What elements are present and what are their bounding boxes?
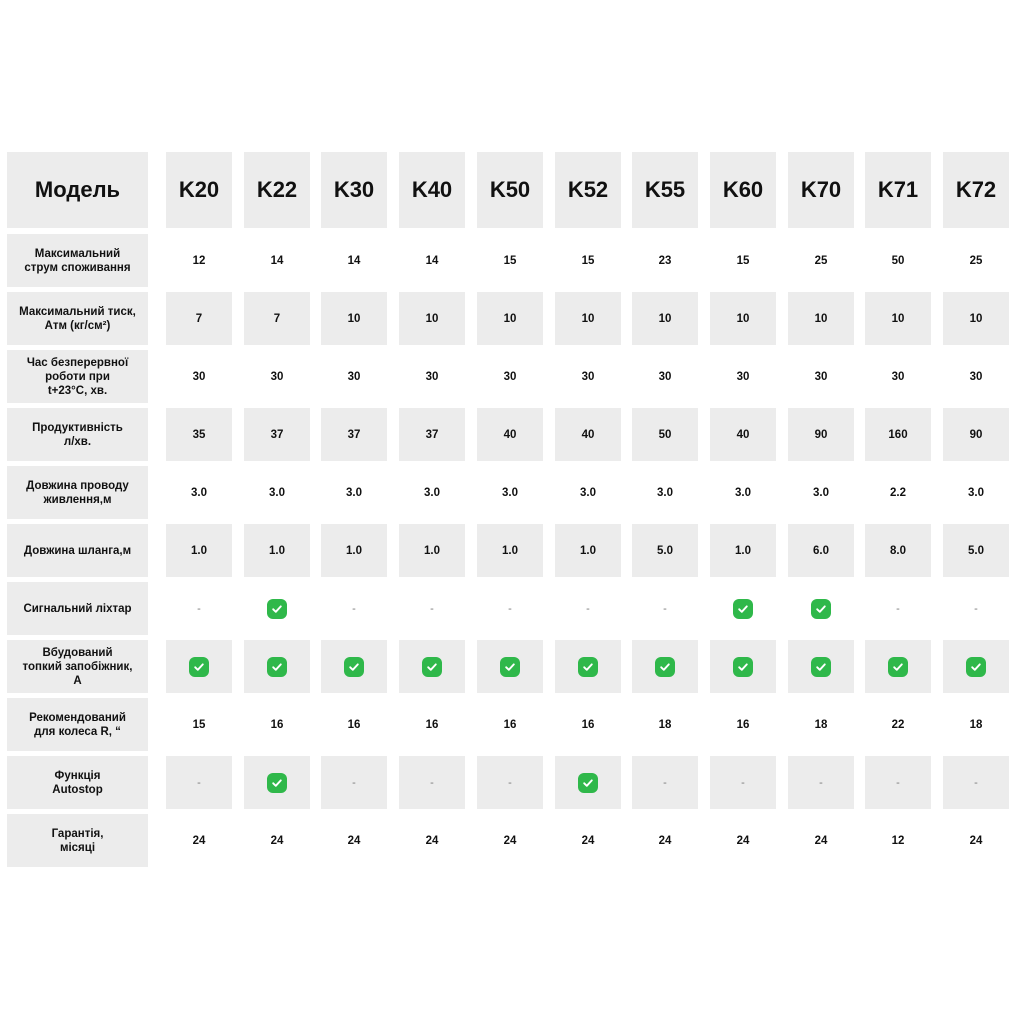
- cell-value: 24: [425, 834, 439, 847]
- value-cell: [943, 814, 1009, 867]
- value-cell: [244, 524, 310, 577]
- cell-value: 5.0: [968, 544, 984, 557]
- value-cell: [632, 408, 698, 461]
- value-cell: [244, 350, 310, 403]
- cell-value: 3.0: [813, 486, 829, 499]
- value-cell: [788, 582, 854, 635]
- value-cell: [788, 292, 854, 345]
- value-cell: [166, 756, 232, 809]
- model-name: K52: [567, 177, 609, 202]
- cell-value: 18: [814, 718, 828, 731]
- dash-value: -: [586, 602, 590, 615]
- dash-value: -: [974, 602, 978, 615]
- value-cell: [555, 350, 621, 403]
- value-cell: [244, 582, 310, 635]
- cell-value: 30: [347, 370, 361, 383]
- cell-value: 24: [814, 834, 828, 847]
- value-cell: [477, 524, 543, 577]
- value-cell: [710, 698, 776, 751]
- value-cell: [321, 234, 387, 287]
- value-cell: [632, 234, 698, 287]
- model-header-cell: [710, 152, 776, 228]
- check-icon: [811, 657, 831, 677]
- cell-value: 30: [503, 370, 517, 383]
- cell-value: 14: [347, 254, 361, 267]
- cell-value: 16: [425, 718, 439, 731]
- value-cell: [321, 582, 387, 635]
- cell-value: 40: [503, 428, 517, 441]
- check-icon: [344, 657, 364, 677]
- value-cell: [477, 408, 543, 461]
- value-cell: [788, 524, 854, 577]
- row-label: Максимальний струм споживання: [24, 247, 131, 274]
- value-cell: [865, 582, 931, 635]
- value-cell: [788, 466, 854, 519]
- cell-value: 1.0: [346, 544, 362, 557]
- cell-value: 37: [425, 428, 439, 441]
- value-cell: [321, 814, 387, 867]
- model-name: K71: [877, 177, 919, 202]
- value-cell: [865, 698, 931, 751]
- value-cell: [788, 756, 854, 809]
- value-cell: [166, 234, 232, 287]
- dash-value: -: [741, 776, 745, 789]
- value-cell: [477, 814, 543, 867]
- cell-value: 24: [581, 834, 595, 847]
- check-icon: [500, 657, 520, 677]
- header-label: Модель: [34, 177, 121, 202]
- check-icon: [733, 599, 753, 619]
- value-cell: [555, 814, 621, 867]
- value-cell: [710, 234, 776, 287]
- model-name: K72: [955, 177, 997, 202]
- value-cell: [244, 756, 310, 809]
- value-cell: [399, 640, 465, 693]
- check-icon: [733, 657, 753, 677]
- cell-value: 50: [891, 254, 905, 267]
- row-label: Довжина шланга,м: [23, 544, 132, 557]
- cell-value: 10: [425, 312, 439, 325]
- dash-value: -: [663, 776, 667, 789]
- value-cell: [244, 698, 310, 751]
- value-cell: [166, 814, 232, 867]
- cell-value: 25: [814, 254, 828, 267]
- cell-value: 30: [581, 370, 595, 383]
- value-cell: [865, 756, 931, 809]
- model-header-cell: [321, 152, 387, 228]
- check-icon: [189, 657, 209, 677]
- cell-value: 1.0: [191, 544, 207, 557]
- value-cell: [632, 698, 698, 751]
- value-cell: [244, 466, 310, 519]
- value-cell: [477, 698, 543, 751]
- value-cell: [399, 408, 465, 461]
- dash-value: -: [663, 602, 667, 615]
- check-icon: [578, 773, 598, 793]
- value-cell: [788, 640, 854, 693]
- value-cell: [788, 350, 854, 403]
- value-cell: [399, 234, 465, 287]
- cell-value: 30: [192, 370, 206, 383]
- cell-value: 10: [969, 312, 983, 325]
- cell-value: 30: [891, 370, 905, 383]
- value-cell: [943, 756, 1009, 809]
- check-icon: [655, 657, 675, 677]
- value-cell: [555, 408, 621, 461]
- cell-value: 8.0: [890, 544, 906, 557]
- value-cell: [555, 292, 621, 345]
- model-header-cell: [632, 152, 698, 228]
- model-header-cell: [477, 152, 543, 228]
- cell-value: 16: [581, 718, 595, 731]
- value-cell: [166, 292, 232, 345]
- cell-value: 6.0: [813, 544, 829, 557]
- check-icon: [966, 657, 986, 677]
- cell-value: 24: [503, 834, 517, 847]
- value-cell: [555, 582, 621, 635]
- value-cell: [477, 234, 543, 287]
- value-cell: [477, 292, 543, 345]
- cell-value: 16: [347, 718, 361, 731]
- model-name: K55: [644, 177, 686, 202]
- value-cell: [477, 640, 543, 693]
- cell-value: 25: [969, 254, 983, 267]
- dash-value: -: [508, 602, 512, 615]
- value-cell: [632, 466, 698, 519]
- cell-value: 24: [969, 834, 983, 847]
- cell-value: 3.0: [580, 486, 596, 499]
- cell-value: 10: [658, 312, 672, 325]
- row-label: Довжина проводу живлення,м: [26, 479, 129, 506]
- cell-value: 3.0: [269, 486, 285, 499]
- cell-value: 30: [814, 370, 828, 383]
- cell-value: 7: [195, 312, 203, 325]
- cell-value: 1.0: [580, 544, 596, 557]
- cell-value: 15: [503, 254, 517, 267]
- cell-value: 3.0: [735, 486, 751, 499]
- cell-value: 14: [425, 254, 439, 267]
- value-cell: [399, 350, 465, 403]
- value-cell: [244, 814, 310, 867]
- cell-value: 16: [503, 718, 517, 731]
- cell-value: 2.2: [890, 486, 906, 499]
- value-cell: [788, 408, 854, 461]
- cell-value: 1.0: [269, 544, 285, 557]
- value-cell: [399, 698, 465, 751]
- cell-value: 18: [969, 718, 983, 731]
- cell-value: 40: [736, 428, 750, 441]
- value-cell: [477, 756, 543, 809]
- cell-value: 1.0: [424, 544, 440, 557]
- model-name: K30: [333, 177, 375, 202]
- dash-value: -: [352, 776, 356, 789]
- model-header-cell: [943, 152, 1009, 228]
- cell-value: 30: [658, 370, 672, 383]
- row-label: Вбудований топкий запобіжник, А: [22, 646, 133, 687]
- model-name: K40: [411, 177, 453, 202]
- cell-value: 12: [192, 254, 206, 267]
- cell-value: 22: [891, 718, 905, 731]
- cell-value: 7: [273, 312, 281, 325]
- value-cell: [710, 408, 776, 461]
- cell-value: 160: [888, 428, 908, 441]
- value-cell: [399, 292, 465, 345]
- model-name: K20: [178, 177, 220, 202]
- value-cell: [943, 292, 1009, 345]
- cell-value: 3.0: [191, 486, 207, 499]
- model-header-cell: [788, 152, 854, 228]
- value-cell: [943, 640, 1009, 693]
- check-icon: [422, 657, 442, 677]
- cell-value: 3.0: [424, 486, 440, 499]
- model-name: K50: [489, 177, 531, 202]
- value-cell: [788, 698, 854, 751]
- cell-value: 5.0: [657, 544, 673, 557]
- cell-value: 30: [969, 370, 983, 383]
- value-cell: [244, 408, 310, 461]
- cell-value: 1.0: [502, 544, 518, 557]
- cell-value: 10: [347, 312, 361, 325]
- value-cell: [632, 756, 698, 809]
- value-cell: [632, 814, 698, 867]
- value-cell: [943, 234, 1009, 287]
- cell-value: 3.0: [346, 486, 362, 499]
- value-cell: [399, 582, 465, 635]
- value-cell: [244, 234, 310, 287]
- check-icon: [888, 657, 908, 677]
- cell-value: 24: [736, 834, 750, 847]
- value-cell: [166, 350, 232, 403]
- row-label-cell: [7, 524, 148, 577]
- cell-value: 24: [658, 834, 672, 847]
- row-label-cell: [7, 698, 148, 751]
- value-cell: [166, 524, 232, 577]
- cell-value: 3.0: [502, 486, 518, 499]
- check-icon: [267, 599, 287, 619]
- value-cell: [943, 350, 1009, 403]
- cell-value: 24: [192, 834, 206, 847]
- cell-value: 10: [814, 312, 828, 325]
- check-icon: [811, 599, 831, 619]
- value-cell: [555, 524, 621, 577]
- model-name: K70: [800, 177, 842, 202]
- value-cell: [943, 582, 1009, 635]
- value-cell: [710, 756, 776, 809]
- dash-value: -: [197, 602, 201, 615]
- value-cell: [166, 582, 232, 635]
- value-cell: [166, 698, 232, 751]
- value-cell: [321, 698, 387, 751]
- value-cell: [399, 814, 465, 867]
- value-cell: [321, 466, 387, 519]
- dash-value: -: [974, 776, 978, 789]
- row-label-cell: [7, 350, 148, 403]
- value-cell: [321, 756, 387, 809]
- value-cell: [632, 640, 698, 693]
- cell-value: 37: [270, 428, 284, 441]
- value-cell: [865, 350, 931, 403]
- dash-value: -: [896, 602, 900, 615]
- value-cell: [321, 350, 387, 403]
- row-label: Функція Autostop: [52, 769, 103, 796]
- cell-value: 16: [270, 718, 284, 731]
- value-cell: [943, 524, 1009, 577]
- value-cell: [321, 292, 387, 345]
- dash-value: -: [430, 602, 434, 615]
- row-label-cell: [7, 292, 148, 345]
- dash-value: -: [819, 776, 823, 789]
- value-cell: [244, 292, 310, 345]
- model-name: K60: [722, 177, 764, 202]
- value-cell: [632, 350, 698, 403]
- cell-value: 90: [814, 428, 828, 441]
- model-header-cell: [555, 152, 621, 228]
- check-icon: [578, 657, 598, 677]
- dash-value: -: [508, 776, 512, 789]
- cell-value: 23: [658, 254, 672, 267]
- row-label-cell: [7, 466, 148, 519]
- value-cell: [321, 524, 387, 577]
- dash-value: -: [430, 776, 434, 789]
- model-header-cell: [244, 152, 310, 228]
- cell-value: 30: [425, 370, 439, 383]
- value-cell: [399, 756, 465, 809]
- cell-value: 40: [581, 428, 595, 441]
- value-cell: [865, 524, 931, 577]
- value-cell: [865, 234, 931, 287]
- cell-value: 90: [969, 428, 983, 441]
- dash-value: -: [896, 776, 900, 789]
- value-cell: [555, 234, 621, 287]
- model-header-cell: [166, 152, 232, 228]
- value-cell: [555, 466, 621, 519]
- cell-value: 14: [270, 254, 284, 267]
- value-cell: [632, 582, 698, 635]
- value-cell: [555, 698, 621, 751]
- cell-value: 16: [736, 718, 750, 731]
- value-cell: [555, 756, 621, 809]
- cell-value: 10: [736, 312, 750, 325]
- row-label: Час безперервної роботи при t+23°C, хв.: [26, 356, 129, 397]
- value-cell: [555, 640, 621, 693]
- cell-value: 30: [736, 370, 750, 383]
- row-label-cell: [7, 814, 148, 867]
- cell-value: 35: [192, 428, 206, 441]
- value-cell: [865, 408, 931, 461]
- row-label-cell: [7, 582, 148, 635]
- value-cell: [321, 640, 387, 693]
- value-cell: [399, 466, 465, 519]
- cell-value: 3.0: [968, 486, 984, 499]
- row-label: Гарантія, місяці: [51, 827, 104, 854]
- cell-value: 10: [581, 312, 595, 325]
- value-cell: [865, 814, 931, 867]
- cell-value: 15: [192, 718, 206, 731]
- cell-value: 3.0: [657, 486, 673, 499]
- cell-value: 24: [347, 834, 361, 847]
- value-cell: [865, 466, 931, 519]
- value-cell: [943, 408, 1009, 461]
- value-cell: [477, 350, 543, 403]
- cell-value: 15: [736, 254, 750, 267]
- cell-value: 30: [270, 370, 284, 383]
- row-label: Рекомендований для колеса R, “: [29, 711, 126, 738]
- dash-value: -: [352, 602, 356, 615]
- value-cell: [865, 292, 931, 345]
- value-cell: [788, 234, 854, 287]
- value-cell: [477, 582, 543, 635]
- value-cell: [166, 408, 232, 461]
- value-cell: [166, 640, 232, 693]
- cell-value: 10: [891, 312, 905, 325]
- row-label-cell: [7, 234, 148, 287]
- cell-value: 18: [658, 718, 672, 731]
- cell-value: 1.0: [735, 544, 751, 557]
- cell-value: 50: [658, 428, 672, 441]
- value-cell: [943, 466, 1009, 519]
- model-header-cell: [865, 152, 931, 228]
- value-cell: [477, 466, 543, 519]
- dash-value: -: [197, 776, 201, 789]
- value-cell: [710, 350, 776, 403]
- value-cell: [632, 524, 698, 577]
- value-cell: [244, 640, 310, 693]
- row-label: Продуктивність л/хв.: [32, 421, 123, 448]
- value-cell: [710, 524, 776, 577]
- value-cell: [710, 582, 776, 635]
- header-label-cell: [7, 152, 148, 228]
- row-label: Сигнальний ліхтар: [23, 602, 132, 615]
- value-cell: [710, 292, 776, 345]
- value-cell: [865, 640, 931, 693]
- model-name: K22: [256, 177, 298, 202]
- row-label: Максимальний тиск, Атм (кг/см²): [19, 305, 136, 332]
- value-cell: [321, 408, 387, 461]
- check-icon: [267, 773, 287, 793]
- row-label-cell: [7, 640, 148, 693]
- row-label-cell: [7, 756, 148, 809]
- cell-value: 15: [581, 254, 595, 267]
- value-cell: [399, 524, 465, 577]
- value-cell: [943, 698, 1009, 751]
- value-cell: [632, 292, 698, 345]
- cell-value: 12: [891, 834, 905, 847]
- value-cell: [710, 814, 776, 867]
- model-header-cell: [399, 152, 465, 228]
- row-label-cell: [7, 408, 148, 461]
- value-cell: [788, 814, 854, 867]
- cell-value: 37: [347, 428, 361, 441]
- cell-value: 10: [503, 312, 517, 325]
- value-cell: [166, 466, 232, 519]
- value-cell: [710, 466, 776, 519]
- check-icon: [267, 657, 287, 677]
- cell-value: 24: [270, 834, 284, 847]
- value-cell: [710, 640, 776, 693]
